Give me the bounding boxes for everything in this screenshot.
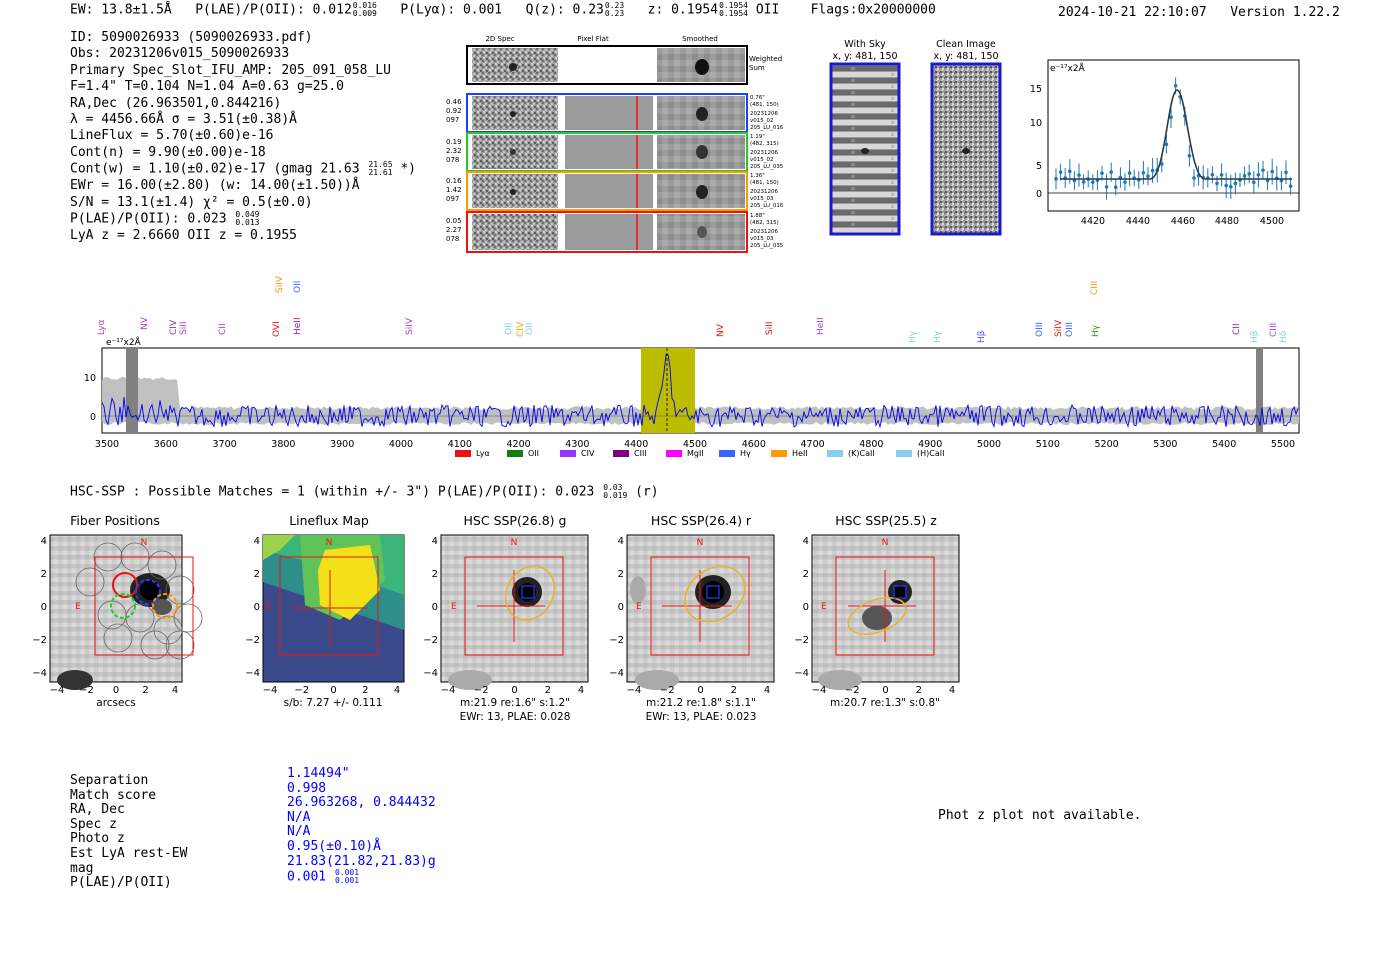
info-lambda: λ = 4456.66Å σ = 3.51(±0.38)Å	[70, 112, 297, 128]
zoom-point	[1059, 170, 1063, 174]
row4-r2: 20231206	[750, 229, 778, 235]
hsc-ytick: 2	[431, 569, 438, 580]
hsc-ytick: 0	[40, 602, 47, 613]
row1-r3: v015_02	[750, 118, 774, 124]
row2-r2: 20231206	[750, 150, 778, 156]
spec-xtick: 4200	[506, 439, 531, 450]
spec-xtick: 4900	[918, 439, 943, 450]
zoom-point	[1229, 185, 1233, 189]
line-label-row	[97, 275, 1289, 343]
panel-hsc-g	[441, 513, 588, 690]
spec-xtick: 4700	[800, 439, 825, 450]
row3-r2: 20231206	[750, 189, 778, 195]
spec-xtick: 4600	[741, 439, 766, 450]
info-fit: F=1.4" T=0.104 N=1.04 A=0.63 g=25.0	[70, 79, 344, 95]
hsc-ytick: 2	[40, 569, 47, 580]
east-label: E	[451, 602, 457, 612]
row1-l1: 0.92	[446, 107, 462, 115]
z-value: z: 0.1954	[647, 2, 719, 18]
fiber-row-2	[446, 133, 784, 171]
col-smoothed: Smoothed	[682, 35, 718, 43]
hsc-xtick: −2	[473, 685, 489, 696]
east-label: E	[636, 602, 642, 612]
info-lyaz: LyA z = 2.6660 OII z = 0.1955	[70, 227, 297, 243]
hsc-captions	[96, 697, 940, 723]
hsc-ytick: 2	[253, 569, 260, 580]
row1-r2: 20231206	[750, 111, 778, 117]
hsc-xtick: 0	[882, 685, 889, 696]
emission-line-label: NV	[716, 324, 726, 337]
zoom-ytick: 10	[1029, 118, 1042, 129]
zoom-xtick: 4500	[1259, 216, 1285, 227]
hsc-ytick: −4	[32, 668, 47, 679]
panel-title: HSC SSP(25.5) z	[835, 513, 937, 528]
emission-line-label: Hγ	[1091, 324, 1101, 337]
row4-r3: v015_03	[750, 236, 774, 242]
caption-lineflux: s/b: 7.27 +/- 0.111	[283, 697, 383, 709]
plae-header: P(LAE)/P(OII): 0.012	[195, 2, 352, 18]
header-bar: EW: 13.8±1.5Å P(LAE)/P(OII): 0.012 0.016 0.009 P(Lyα): 0.001 Q(z): 0.23 0.23 0.23 z: 0.1954 0.1954 0.1954 OII Flags:0x20000000	[70, 1, 936, 18]
emission-line-label: Hγ	[933, 330, 943, 343]
hsc-xtick: 4	[763, 685, 771, 696]
emission-line-label: SiII	[765, 321, 775, 335]
zoom-point	[1114, 185, 1118, 189]
z-line: OII	[755, 2, 780, 18]
spec-xtick: 4400	[624, 439, 649, 450]
clean-xy: x, y: 481, 150	[933, 51, 999, 62]
caption-g-1: m:21.9 re:1.6" s:1.2"	[460, 697, 570, 709]
row1-l0: 0.46	[446, 98, 462, 106]
hsc-ytick: −4	[609, 668, 624, 679]
row2-l1: 2.32	[446, 147, 462, 155]
emission-line-label: SiII	[179, 321, 189, 335]
info-radec: RA,Dec (26.963501,0.844216)	[70, 95, 282, 111]
row3-r3: v015_03	[750, 196, 774, 202]
row3-r1: (481, 150)	[750, 180, 779, 186]
panel-hsc-r	[627, 513, 774, 690]
info-id: ID: 5090026933 (5090026933.pdf)	[70, 30, 313, 45]
spec-legend	[455, 449, 944, 458]
with-sky-xy: x, y: 481, 150	[832, 51, 898, 62]
row4-l2: 078	[446, 235, 460, 243]
hsc-panels	[32, 510, 980, 725]
zoom-point	[1105, 185, 1109, 189]
emission-line-label: CIV	[169, 319, 179, 335]
caption-r-1: m:21.2 re:1.8" s:1.1"	[646, 697, 756, 709]
spec-xtick: 4800	[859, 439, 884, 450]
info-contw: Cont(w) = 1.10(±0.02)e-17 (gmag 21.63 21.65 21.61 *)	[70, 160, 416, 178]
spec-xtick: 5200	[1094, 439, 1119, 450]
legend-label: (K)CaII	[848, 449, 875, 458]
row1-r4: 205_LU_016	[750, 125, 784, 131]
legend-swatch	[771, 450, 787, 457]
hsc-ytick: −2	[245, 635, 260, 646]
zoom-point	[1261, 168, 1265, 172]
north-label: N	[325, 538, 333, 548]
zoom-xtick: 4420	[1080, 216, 1106, 227]
hsc-xtick: −4	[626, 685, 642, 696]
panel-lineflux-map	[263, 513, 404, 682]
match-label: Est LyA rest-EW	[70, 845, 188, 861]
detection-info	[70, 30, 416, 244]
line-highlight	[641, 348, 695, 433]
plya-value: P(Lyα): 0.001	[400, 2, 503, 18]
zoom-point	[1247, 172, 1251, 176]
qz-value: Q(z): 0.23	[525, 2, 604, 18]
row2-r3: v015_02	[750, 157, 774, 163]
zoom-point	[1188, 154, 1192, 158]
legend-label: HeII	[792, 449, 808, 458]
zoom-fit-plot	[1020, 50, 1330, 235]
east-label: E	[265, 602, 271, 612]
emission-line-label: CII	[1232, 323, 1242, 335]
row4-l1: 2.27	[446, 226, 462, 234]
hsc-xtick: −2	[844, 685, 860, 696]
info-sn: S/N = 13.1(±1.4) χ² = 0.5(±0.0)	[70, 194, 313, 210]
zoom-xtick: 4480	[1214, 216, 1240, 227]
match-label: Spec z	[70, 816, 117, 832]
emission-line-label: NV	[140, 317, 150, 330]
zoom-unit: e⁻¹⁷x2Å	[1050, 64, 1085, 74]
row3-r4: 205_LU_016	[750, 203, 784, 209]
caption-r-2: EWr: 13, PLAE: 0.023	[645, 711, 757, 723]
spec-xtick: 3700	[212, 439, 237, 450]
zoom-point	[1257, 173, 1261, 177]
match-label: P(LAE)/P(OII)	[70, 875, 172, 891]
hsc-xtick: −4	[262, 685, 278, 696]
row3-r0: 1.36"	[750, 173, 765, 179]
match-label: mag	[70, 860, 94, 876]
legend-swatch	[507, 450, 523, 457]
row2-r1: (482, 315)	[750, 141, 779, 147]
legend-label: Lyα	[476, 449, 490, 458]
zoom-ytick: 5	[1035, 161, 1042, 172]
zoom-yticks	[1030, 84, 1042, 200]
match-value: 0.95(±0.10)Å	[287, 838, 381, 854]
hsc-summary: HSC-SSP : Possible Matches = 1 (within +/- 3") P(LAE)/P(OII): 0.023 0.03 0.019 (r)	[70, 483, 659, 500]
hsc-ytick: 4	[617, 536, 624, 547]
row3-l2: 097	[446, 195, 460, 203]
match-labels	[70, 774, 187, 891]
fiber-row-4	[446, 212, 784, 252]
hsc-xtick: 4	[171, 685, 179, 696]
hsc-xtick: 2	[730, 685, 737, 696]
hsc-ytick: −2	[423, 635, 438, 646]
zoom-ytick: 15	[1029, 84, 1042, 95]
masked-region	[1256, 348, 1263, 433]
hsc-xtick: 4	[393, 685, 401, 696]
hsc-ytick: 2	[617, 569, 624, 580]
hsc-xtick: −2	[659, 685, 675, 696]
legend-label: MgII	[687, 449, 704, 458]
match-values	[287, 767, 436, 885]
caption-fiber: arcsecs	[96, 697, 136, 709]
spec-xtick: 5300	[1153, 439, 1178, 450]
hsc-ytick: −4	[794, 668, 809, 679]
panel-hsc-z	[812, 513, 959, 690]
panel-title: Fiber Positions	[70, 513, 160, 528]
zoom-point	[1224, 184, 1228, 188]
emission-line-label: Hδ	[1279, 330, 1289, 343]
zoom-point	[1109, 170, 1113, 174]
row3-l1: 1.42	[446, 186, 462, 194]
hsc-xtick: 4	[577, 685, 585, 696]
zoom-point	[1077, 173, 1081, 177]
hsc-ytick: 0	[617, 602, 624, 613]
row4-l0: 0.05	[446, 217, 462, 225]
legend-swatch	[455, 450, 471, 457]
zoom-point	[1220, 173, 1224, 177]
panel-title: Lineflux Map	[289, 513, 369, 528]
match-value: 0.001 0.001 0.001	[287, 868, 360, 886]
datetime: 2024-10-21 22:10:07	[1058, 5, 1207, 20]
row1-l2: 097	[446, 116, 460, 124]
info-contn: Cont(n) = 9.90(±0.00)e-18	[70, 144, 266, 160]
row1-r0: 0.76"	[750, 95, 765, 101]
spec-xtick: 5500	[1270, 439, 1296, 450]
legend-label: (H)CaII	[917, 449, 945, 458]
zoom-point	[1068, 170, 1072, 174]
hsc-ytick: −2	[794, 635, 809, 646]
hsc-xtick: 2	[544, 685, 551, 696]
hsc-ytick: −4	[423, 668, 438, 679]
legend-swatch	[666, 450, 682, 457]
spec-xtick: 4100	[447, 439, 472, 450]
zoom-point	[1174, 84, 1178, 88]
legend-swatch	[613, 450, 629, 457]
flags-value: Flags:0x20000000	[810, 2, 936, 18]
emission-line-label: SiIV	[405, 317, 415, 335]
hsc-ytick: 0	[802, 602, 809, 613]
hsc-ytick: −4	[245, 668, 260, 679]
spec-xtick: 3600	[153, 439, 178, 450]
col-pixelflat: Pixel Flat	[577, 35, 609, 43]
zoom-point	[1243, 174, 1247, 178]
row4-r0: 1.88"	[750, 213, 765, 219]
spec-xtick: 4000	[388, 439, 414, 450]
emission-line-label: Hβ	[977, 330, 987, 343]
zoom-point	[1234, 182, 1238, 186]
north-label: N	[140, 538, 148, 548]
zoom-point	[1289, 184, 1293, 188]
info-obs: Obs: 20231206v015_5090026933	[70, 46, 290, 62]
hsc-ytick: −2	[32, 635, 47, 646]
spec-xtick: 3900	[330, 439, 355, 450]
zoom-point	[1100, 171, 1104, 175]
emission-line-label: CIII	[1269, 322, 1279, 337]
match-label: Photo z	[70, 831, 125, 847]
legend-swatch	[560, 450, 576, 457]
emission-line-label: CII	[218, 323, 228, 335]
with-sky-title: With Sky	[844, 39, 886, 50]
hsc-ytick: −2	[609, 635, 624, 646]
east-label: E	[75, 602, 81, 612]
spec-xtick: 3800	[271, 439, 296, 450]
row3-l0: 0.16	[446, 177, 462, 185]
hsc-xtick: −4	[811, 685, 827, 696]
match-label: Match score	[70, 787, 157, 803]
zoom-point	[1211, 173, 1215, 177]
emission-line-label: SiIV	[1054, 319, 1064, 337]
match-value: N/A	[287, 809, 311, 825]
masked-region	[126, 348, 138, 433]
zoom-xtick: 4460	[1170, 216, 1196, 227]
caption-g-2: EWr: 13, PLAE: 0.028	[459, 711, 571, 723]
emission-line-label: SiIV	[275, 275, 285, 293]
hsc-xtick: 2	[915, 685, 922, 696]
match-label: Separation	[70, 773, 149, 788]
zoom-point	[1270, 170, 1274, 174]
weighted-label: Weighted	[749, 55, 783, 63]
legend-label: Hγ	[740, 449, 751, 458]
emission-line-label: CIV	[516, 321, 526, 337]
zoom-ytick: 0	[1035, 189, 1042, 200]
spec-xtick: 4500	[682, 439, 708, 450]
east-label: E	[821, 602, 827, 612]
legend-label: OII	[528, 449, 540, 458]
emission-line-label: OIII	[1065, 321, 1075, 337]
north-label: N	[696, 538, 704, 548]
photz-note: Phot z plot not available.	[938, 808, 1142, 823]
legend-label: CIV	[581, 449, 595, 458]
zoom-point	[1082, 180, 1086, 184]
emission-line-label: OVI	[272, 321, 282, 337]
zoom-point	[1128, 171, 1132, 175]
info-ewr: EWr = 16.00(±2.80) (w: 14.00(±1.50))Å	[70, 178, 360, 194]
legend-swatch	[896, 450, 912, 457]
hsc-xtick: 0	[330, 685, 337, 696]
info-plae: P(LAE)/P(OII): 0.023 0.049 0.013	[70, 209, 260, 227]
emission-line-label: OII	[504, 322, 514, 335]
hsc-xtick: 0	[112, 685, 120, 696]
spec-xtick: 5400	[1212, 439, 1237, 450]
hsc-ytick: 0	[253, 602, 260, 613]
hsc-ytick: 4	[431, 536, 438, 547]
match-value: 21.83(21.82,21.83)g	[287, 853, 436, 869]
row2-l2: 078	[446, 156, 460, 164]
legend-swatch	[719, 450, 735, 457]
panel-title: HSC SSP(26.8) g	[463, 513, 567, 528]
hsc-xtick: 2	[142, 685, 149, 696]
spec-ytick: 10	[83, 373, 96, 384]
hsc-ytick: 0	[431, 602, 438, 613]
zoom-point	[1091, 180, 1095, 184]
caption-z-1: m:20.7 re:1.3" s:0.8"	[830, 697, 940, 709]
hsc-xtick: 2	[362, 685, 369, 696]
zoom-xtick: 4440	[1125, 216, 1151, 227]
hsc-ytick: 2	[802, 569, 809, 580]
hsc-xtick: 4	[948, 685, 956, 696]
hsc-xtick: −2	[79, 685, 94, 696]
info-slot: Primary Spec_Slot_IFU_AMP: 205_091_058_LU	[70, 62, 391, 78]
full-spectrum	[60, 275, 1310, 465]
match-value: N/A	[287, 824, 311, 840]
north-label: N	[881, 538, 889, 548]
emission-line-label: CIII	[1090, 280, 1100, 295]
sky-cutouts	[820, 36, 1010, 241]
emission-line-label: OII	[293, 280, 303, 293]
spec-unit: e⁻¹⁷x2Å	[106, 338, 141, 348]
hsc-xtick: 0	[697, 685, 704, 696]
match-value: 1.14494"	[287, 766, 350, 781]
zoom-point	[1284, 170, 1288, 174]
spec-cutouts	[440, 30, 800, 260]
emission-line-label: OII	[525, 322, 535, 335]
spec-xtick: 5100	[1035, 439, 1060, 450]
emission-line-label: HeII	[293, 317, 303, 335]
spec-xtick: 5000	[976, 439, 1002, 450]
clean-title: Clean Image	[936, 39, 996, 50]
hsc-xtick: −4	[49, 685, 65, 696]
hsc-ytick: 4	[253, 536, 260, 547]
version: Version 1.22.2	[1230, 5, 1340, 20]
emission-line-label: Hβ	[1250, 330, 1260, 343]
spec-xtick: 3500	[94, 439, 120, 450]
sum-label: Sum	[749, 64, 765, 72]
emission-line-label: HeII	[816, 317, 826, 335]
match-value: 26.963268, 0.844432	[287, 795, 436, 811]
row2-r0: 1.19"	[750, 134, 765, 140]
hsc-ytick: 4	[802, 536, 809, 547]
zoom-point	[1215, 182, 1219, 186]
emission-line-label: Hγ	[908, 330, 918, 343]
row2-l0: 0.19	[446, 138, 462, 146]
ew-value: EW: 13.8±1.5Å	[70, 2, 172, 18]
zoom-point	[1252, 181, 1256, 185]
hsc-xtick: −4	[440, 685, 456, 696]
zoom-point	[1192, 176, 1196, 180]
panel-title: HSC SSP(26.4) r	[650, 513, 752, 528]
fiber-row-3	[446, 172, 784, 210]
panel-fiber-positions	[50, 513, 202, 690]
emission-line-label: Lyα	[97, 319, 107, 335]
row2-r4: 205_LU_035	[750, 164, 784, 170]
col-2dspec: 2D Spec	[485, 35, 515, 43]
spec-ytick: 0	[89, 412, 96, 423]
hsc-xtick: −2	[294, 685, 310, 696]
zoom-point	[1123, 180, 1127, 184]
hsc-xtick: 0	[511, 685, 518, 696]
spec-xtick: 4300	[565, 439, 590, 450]
zoom-point	[1054, 177, 1058, 181]
zoom-point	[1142, 171, 1146, 175]
row4-r1: (482, 315)	[750, 220, 779, 226]
info-lineflux: LineFlux = 5.70(±0.60)e-16	[70, 128, 274, 144]
legend-swatch	[827, 450, 843, 457]
emission-line-label: OIII	[1035, 321, 1045, 337]
fiber-row-1	[446, 94, 784, 132]
north-label: N	[510, 538, 518, 548]
legend-label: CIII	[634, 449, 647, 458]
zoom-point	[1146, 174, 1150, 178]
row4-r4: 205_LU_035	[750, 243, 784, 249]
zoom-xticks	[1081, 216, 1284, 227]
hsc-ytick: 4	[40, 536, 47, 547]
weighted-sum-row	[467, 46, 782, 84]
match-value: 0.998	[287, 780, 327, 796]
zoom-point	[1151, 169, 1155, 173]
match-label: RA, Dec	[70, 802, 125, 818]
row1-r1: (481, 150)	[750, 102, 779, 108]
header-right	[1058, 5, 1340, 20]
